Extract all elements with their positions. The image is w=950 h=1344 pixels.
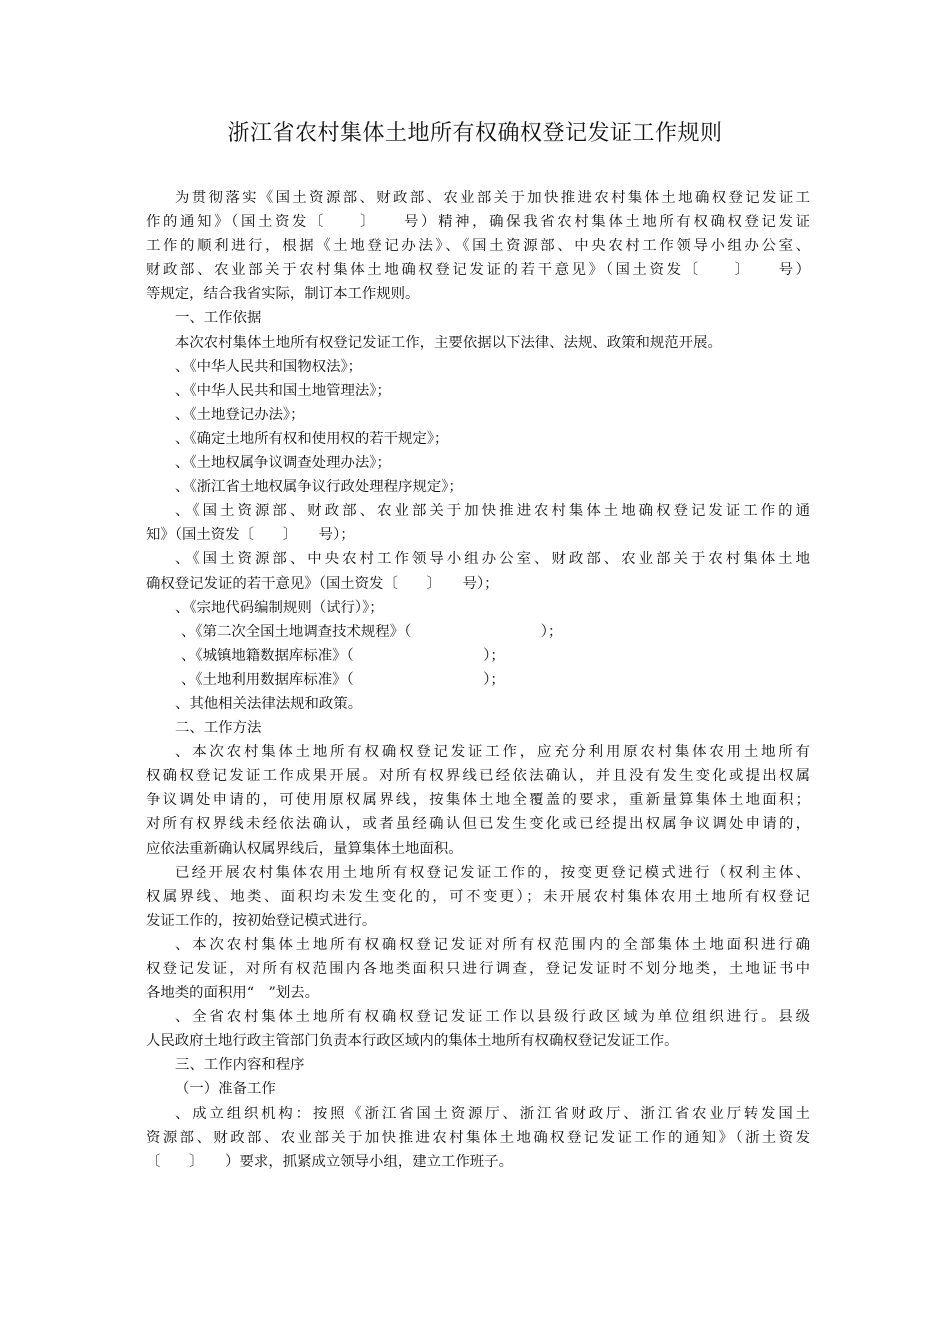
paragraph [146, 933, 810, 1005]
intro-line: 为贯彻落实《国土资源部、财政部、农业部关于加快推进农村集体土地确权登记发证工 [175, 190, 810, 206]
section-lead: 本次农村集体土地所有权登记发证工作，主要依据以下法律、法规、政策和规范开展。 [175, 334, 722, 351]
intro-line: 作的通知》（国土资发〔 〕 号）精神，确保我省农村集体土地所有权确权登记发证 [146, 214, 810, 231]
list-item-continuation: 知》（国土资发〔 〕 号）； [146, 527, 355, 544]
list-item: 、《土地登记办法》； [175, 406, 305, 423]
subsection-heading: （一）准备工作 [175, 1081, 276, 1098]
list-item: 、《中华人民共和国物权法》； [175, 358, 363, 375]
list-item: 、《中华人民共和国土地管理法》； [175, 382, 391, 399]
intro-line: 等规定，结合我省实际，制订本工作规则。 [146, 286, 420, 303]
list-item: 、《浙江省土地权属争议行政处理程序规定》； [175, 479, 463, 496]
paragraph-line: 对所有权界线未经依法确认，或者虽经确认但已发生变化或已经提出权属争议调处申请的， [146, 816, 810, 833]
list-item: 、《城镇地籍数据库标准》（ ）； [181, 647, 505, 664]
paragraph-line: 权登记发证，对所有权范围内各地类面积只进行调查，登记发证时不划分地类，土地证书中 [146, 961, 810, 977]
list-item: 、《国土资源部、财政部、农业部关于加快推进农村集体土地确权登记发证工作的通 [175, 503, 810, 520]
paragraph-line: 人民政府土地行政主管部门负责本行政区域内的集体土地所有权确权登记发证工作。 [146, 1033, 679, 1050]
paragraph-line: 、全省农村集体土地所有权确权登记发证工作以县级行政区域为单位组织进行。县级 [175, 1009, 810, 1026]
section-heading: 二、工作方法 [175, 720, 262, 737]
document-title: 浙江省农村集体土地所有权确权登记发证工作规则 [227, 121, 723, 146]
intro-line: 工作的顺利进行，根据《土地登记办法》、《国土资源部、中央农村工作领导小组办公室、 [146, 238, 810, 255]
paragraph [146, 1005, 810, 1053]
intro-line: 财政部、农业部关于农村集体土地确权登记发证的若干意见》（国土资发〔 〕 号） [146, 262, 810, 279]
paragraph [146, 861, 810, 933]
intro-paragraph [146, 186, 810, 306]
paragraph-line: 权确权登记发证工作成果开展。对所有权界线已经依法确认，并且没有发生变化或提出权属 [146, 768, 810, 785]
paragraph [146, 1102, 810, 1174]
list-item: 、其他相关法律法规和政策。 [175, 695, 363, 712]
paragraph-line: 权属界线、地类、面积均未发生变化的，可不变更）；未开展农村集体农用土地所有权登记 [146, 888, 810, 905]
paragraph-line: 资源部、财政部、农业部关于加快推进农村集体土地确权登记发证工作的通知》（浙土资发 [146, 1129, 810, 1146]
section-heading: 一、工作依据 [175, 310, 262, 327]
paragraph-line: 、本次农村集体土地所有权确权登记发证工作，应充分利用原农村集体农用土地所有 [175, 744, 810, 761]
list-item: 、《土地利用数据库标准》（ ）； [181, 671, 505, 688]
document-body [146, 186, 810, 1174]
paragraph-line: 争议调处申请的，可使用原权属界线，按集体土地全覆盖的要求，重新量算集体土地面积； [146, 792, 810, 809]
paragraph-line: 发证工作的，按初始登记模式进行。 [146, 912, 377, 929]
section-heading: 三、工作内容和程序 [175, 1057, 305, 1074]
paragraph-line: 已经开展农村集体农用土地所有权登记发证工作的，按变更登记模式进行（权利主体、 [175, 864, 810, 881]
list-item-continuation: 确权登记发证的若干意见》（国土资发〔 〕 号）； [146, 575, 499, 592]
list-item: 、《宗地代码编制规则（试行）》； [175, 599, 384, 616]
paragraph-line: 〔 〕 ）要求，抓紧成立领导小组，建立工作班子。 [146, 1153, 513, 1170]
paragraph-line: 、成立组织机构：按照《浙江省国土资源厅、浙江省财政厅、浙江省农业厅转发国土 [175, 1105, 810, 1122]
paragraph [146, 740, 810, 860]
paragraph-line: 各地类的面积用“ ”划去。 [146, 985, 320, 1002]
paragraph-line: 、本次农村集体土地所有权确权登记发证对所有权范围内的全部集体土地面积进行确 [175, 936, 810, 953]
paragraph-line: 应依法重新确认权属界线后，量算集体土地面积。 [146, 840, 463, 857]
list-item: 、《确定土地所有权和使用权的若干规定》； [175, 430, 449, 447]
list-item: 、《土地权属争议调查处理办法》； [175, 455, 391, 472]
list-item: 、《第二次全国土地调查技术规程》（ ）； [181, 623, 563, 640]
list-item: 、《国土资源部、中央农村工作领导小组办公室、财政部、农业部关于农村集体土地 [175, 551, 810, 568]
